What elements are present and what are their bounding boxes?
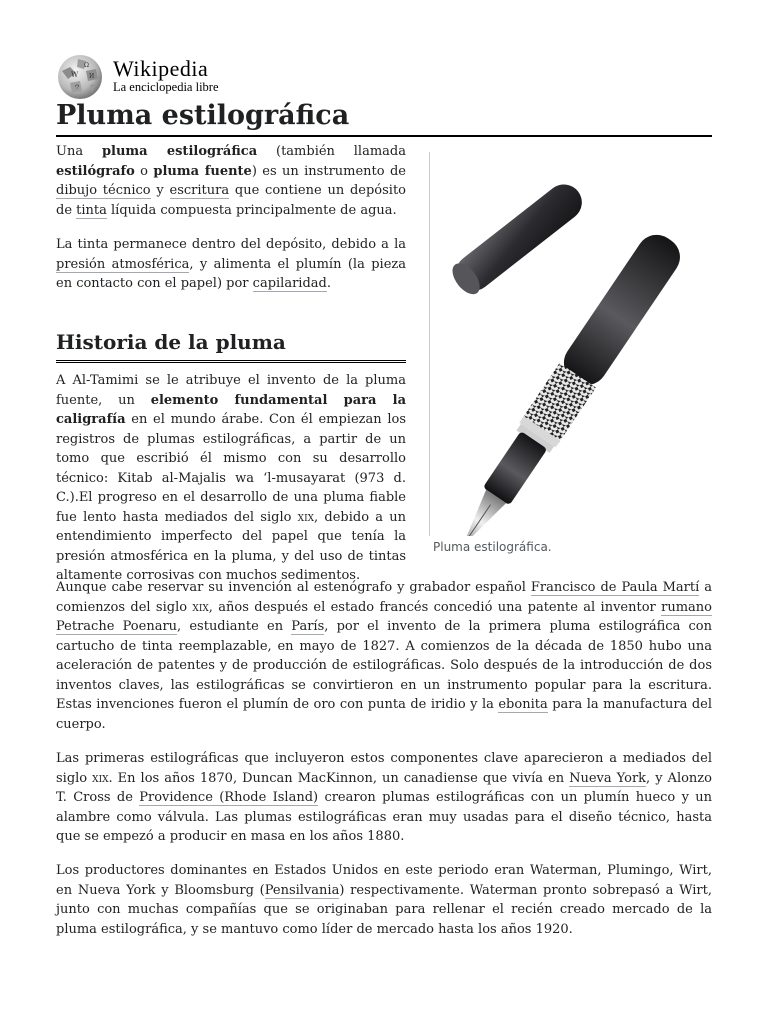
wikipedia-wordmark[interactable]: Wikipedia <box>113 56 209 81</box>
intro-paragraph-1: Una pluma estilográfica (también llamada estilógrafo o pluma fuente) es un instrumento de dibujo técnico y escritura que contiene un depósito de tinta líquida compuesta principalmente de agua. <box>56 144 407 218</box>
link-nueva-york[interactable]: Nueva York <box>569 770 647 786</box>
link-pensilvania[interactable]: Pensilvania <box>264 882 340 898</box>
link-escritura[interactable]: escritura <box>169 183 230 198</box>
wikipedia-globe-icon <box>56 53 104 101</box>
bold-term: elemento fundamental para la caligrafía <box>56 392 406 427</box>
fountain-pen-image[interactable] <box>429 152 713 536</box>
link-capilaridad[interactable]: capilaridad <box>252 276 327 291</box>
article-figure <box>429 152 712 554</box>
page-title: Pluma estilográfica <box>56 98 712 137</box>
bold-term: estilógrafo <box>56 163 135 179</box>
link-rumano[interactable]: rumano <box>661 599 712 615</box>
intro-paragraph-2: La tinta permanece dentro del depósito, debido a la presión atmosférica, y alimenta el plumín (la pieza en contacto con el papel) por capilaridad. <box>56 237 406 291</box>
fountain-pen-illustration <box>430 152 713 536</box>
svg-text:Ω: Ω <box>84 62 89 69</box>
link-presion-atmosferica[interactable]: presión atmosférica <box>56 256 190 272</box>
history-paragraph-3: Las primeras estilográficas que incluyeron estos componentes clave aparecieron a mediados del siglo xix. En los años 1870, Duncan MacKinnon, un canadiense que vivía en Nueva York, y Alonzo T. Cross de Providence (Rhode Island) crearon plumas estilográficas con un plumín hueco y un alambre como válvula. Las plumas estilográficas eran muy usadas para el diseño técnico, hasta que se empezó a producir en masa en los años 1880. <box>56 751 712 844</box>
link-providence[interactable]: Providence (Rhode Island) <box>139 790 319 805</box>
figure-caption: Pluma estilográfica. <box>433 540 552 554</box>
svg-text:И: И <box>89 73 95 80</box>
link-tinta[interactable]: tinta <box>76 202 107 218</box>
svg-text:ウ: ウ <box>74 84 81 91</box>
link-francisco-de-paula-marti[interactable]: Francisco de Paula Martí <box>530 580 700 595</box>
section-heading: Historia de la pluma <box>56 328 406 363</box>
link-dibujo-tecnico[interactable]: dibujo técnico <box>56 183 151 198</box>
svg-text:W: W <box>71 71 79 79</box>
wikipedia-tagline: La enciclopedia libre <box>113 80 219 94</box>
link-ebonita[interactable]: ebonita <box>498 697 548 712</box>
history-paragraph-2: Aunque cabe reservar su invención al estenógrafo y grabador español Francisco de Paula Martí a comienzos del siglo xix, años después el estado francés concedió una patente al inventor rumano Petrache Poenaru, estudiante en París, por el invento de la primera pluma estilográfica con cartucho de tinta reemplazable, en mayo de 1827. A comienzos de la década de 1850 hubo una aceleración de patentes y de producción de estilográficas. Solo después de la introducción de dos inventos claves, las estilográficas se convirtieron en un instrumento popular para la escritura. Estas invenciones fueron el plumín de oro con punta de iridio y la ebonita para la manufactura del cuerpo. <box>56 580 713 732</box>
bold-term: pluma estilográfica <box>101 144 258 159</box>
history-paragraph-4: Los productores dominantes en Estados Unidos en este periodo eran Waterman, Plumingo, Wirt, en Nueva York y Bloomsburg (Pensilvania) respectivamente. Waterman pronto sobrepasó a Wirt, junto con muchas compañías que se originaban para rellenar el recién creado mercado de la pluma estilográfica, y se mantuvo como líder de mercado hasta los años 1920. <box>56 863 712 937</box>
bold-term: pluma fuente <box>153 163 252 179</box>
link-petrache-poenaru[interactable]: Petrache Poenaru <box>56 619 178 634</box>
history-paragraph-1: A Al-Tamimi se le atribuye el invento de la pluma fuente, un elemento fundamental para la caligrafía en el mundo árabe. Con él empiezan los registros de plumas estilográficas, a partir de un tomo que escribió él mismo con su desarrollo técnico: Kitab al-Majalis wa ‘l-musayarat (973 d. C.).El progreso en el desarrollo de una pluma fiable fue lento hasta mediados del siglo xix, debido a un entendimiento imperfecto del papel que tenía la presión atmosférica en la pluma, y del uso de tintas altamente corrosivas con muchos sedimentos. <box>56 373 407 583</box>
link-paris[interactable]: París <box>291 619 325 634</box>
